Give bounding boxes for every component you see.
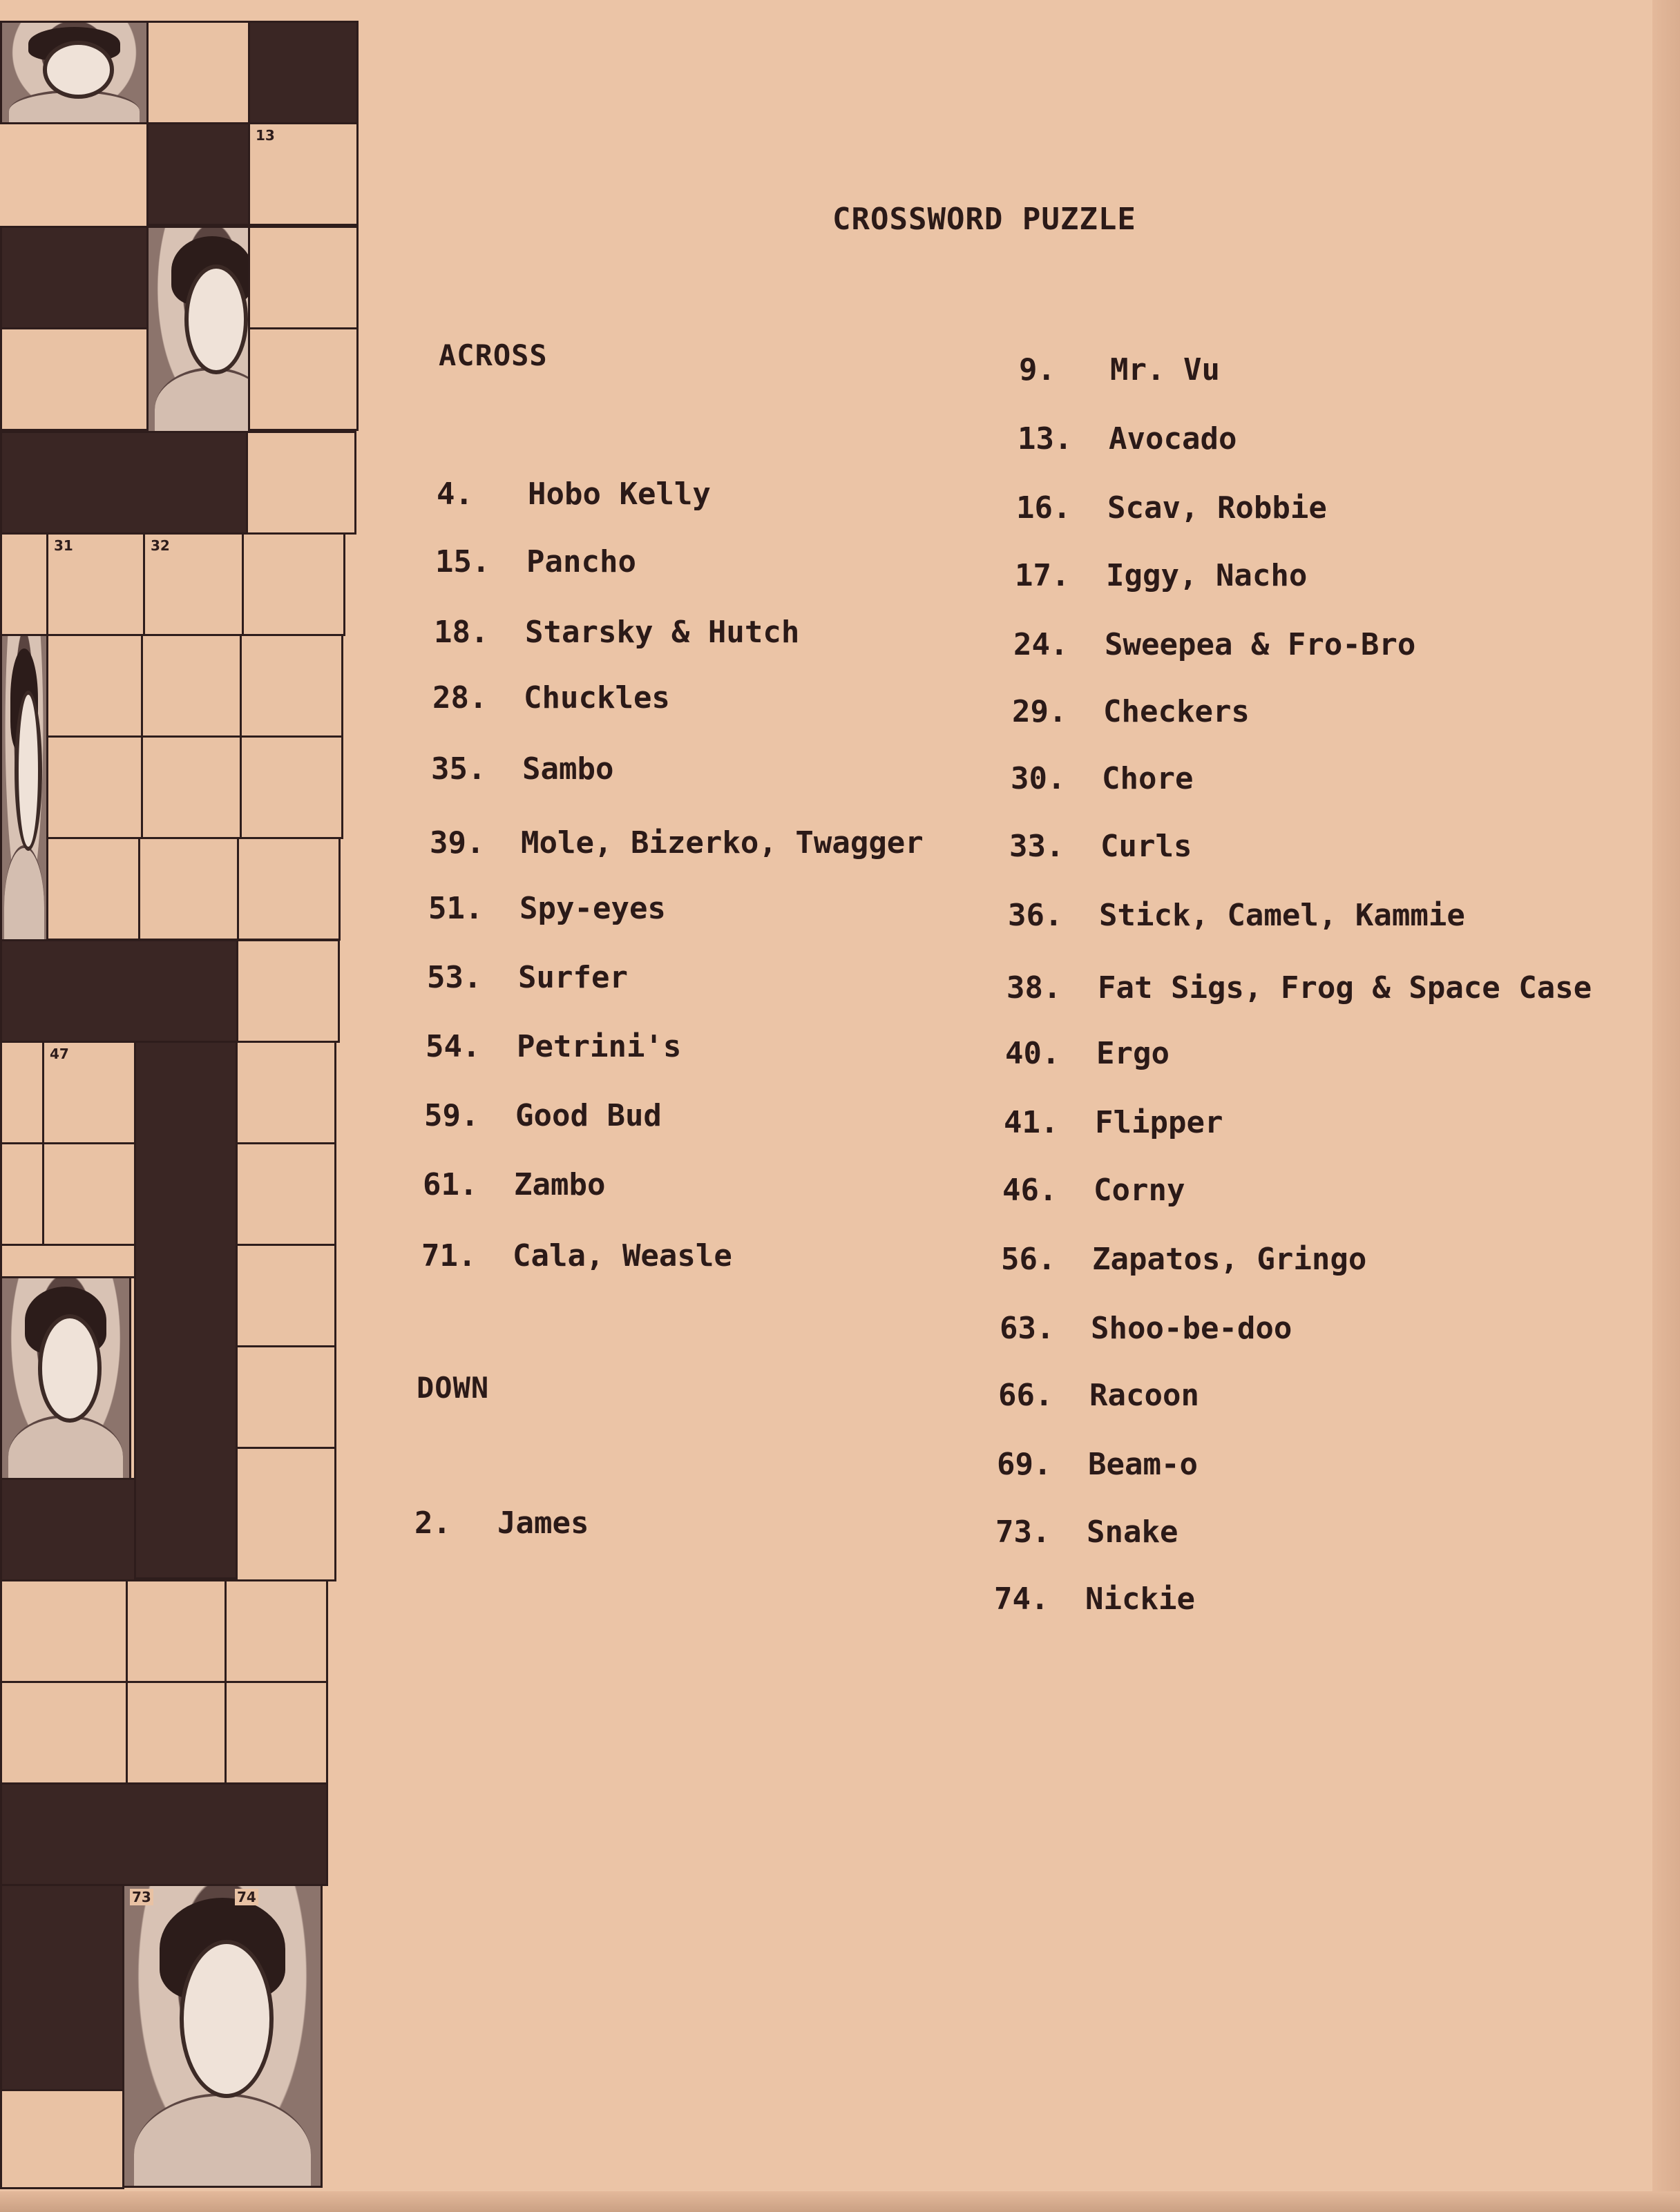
clue-answer: Surfer (518, 960, 628, 995)
down-clue (1019, 352, 1220, 387)
clue-number: 71. (421, 1238, 477, 1273)
grid-cell (0, 1142, 44, 1246)
clue-number: 36. (1008, 898, 1063, 933)
grid-cell (236, 1142, 336, 1246)
down-clue (1011, 761, 1193, 796)
clue-answer: Chore (1102, 761, 1194, 796)
cell-number: 47 (50, 1046, 69, 1062)
down-clue (1005, 1036, 1170, 1071)
clue-number: 63. (1000, 1311, 1055, 1346)
down-clue (1002, 1173, 1185, 1208)
grid-cell (240, 735, 343, 839)
across-clue (423, 1167, 605, 1202)
grid-cell (240, 634, 343, 738)
clue-answer: Starsky & Hutch (525, 615, 800, 650)
down-clue (1004, 1105, 1223, 1140)
clue-number: 39. (430, 825, 485, 860)
clue-number: 33. (1009, 829, 1065, 864)
clue-number: 35. (431, 751, 486, 787)
across-clue (421, 1238, 732, 1273)
clue-number: 73. (995, 1514, 1051, 1550)
black-cell (0, 1782, 328, 1886)
clue-number: 28. (432, 680, 488, 715)
down-heading: DOWN (417, 1371, 490, 1405)
grid-cell (0, 1244, 136, 1278)
across-clue (437, 477, 711, 512)
clue-answer: Hobo Kelly (528, 477, 711, 512)
down-clue (1001, 1242, 1366, 1277)
black-cell (0, 226, 149, 329)
cell-number: 31 (54, 537, 73, 554)
clue-answer: Cala, Weasle (513, 1238, 732, 1273)
grid-cell (225, 1681, 328, 1785)
clue-answer: Corny (1094, 1173, 1185, 1208)
clue-answer: Scav, Robbie (1107, 490, 1327, 526)
across-clue (424, 1098, 662, 1133)
grid-cell (126, 1681, 227, 1785)
down-clue (414, 1506, 589, 1541)
grid-cell (42, 1142, 136, 1246)
grid-cell (0, 1681, 128, 1785)
clue-answer: Racoon (1089, 1378, 1199, 1413)
student-photo (0, 634, 48, 941)
crossword-grid (0, 21, 359, 2196)
black-cell (0, 939, 238, 1043)
grid-cell (248, 327, 359, 431)
clue-answer: Nickie (1085, 1581, 1195, 1617)
grid-cell (236, 1244, 336, 1347)
clue-answer: Spy-eyes (519, 891, 666, 926)
clue-answer: Iggy, Nacho (1106, 558, 1308, 593)
clue-answer: Flipper (1095, 1105, 1223, 1140)
grid-cell (46, 735, 143, 839)
clue-number: 59. (424, 1098, 479, 1133)
clue-number: 41. (1004, 1105, 1059, 1140)
black-cell (0, 1884, 124, 2091)
clue-answer: Sweepea & Fro-Bro (1105, 627, 1416, 662)
down-clue (997, 1447, 1198, 1482)
grid-cell (126, 1579, 227, 1683)
clue-number: 61. (423, 1167, 478, 1202)
clue-number: 66. (998, 1378, 1053, 1413)
grid-cell (236, 1345, 336, 1449)
across-clue (426, 1029, 681, 1064)
cell-number: 73 (130, 1889, 153, 1905)
across-clue (430, 825, 924, 860)
clue-number: 9. (1019, 352, 1056, 387)
black-cell (146, 122, 250, 226)
clue-number: 16. (1016, 490, 1071, 526)
page-title: CROSSWORD PUZZLE (832, 202, 1136, 237)
across-clue (432, 680, 670, 715)
grid-cell (0, 1041, 44, 1144)
grid-cell (46, 532, 145, 636)
cell-number: 13 (256, 127, 275, 144)
clue-number: 17. (1015, 558, 1070, 593)
clue-number: 46. (1002, 1173, 1058, 1208)
clue-number: 24. (1013, 627, 1069, 662)
down-clue (994, 1581, 1195, 1617)
grid-cell (138, 837, 239, 941)
clue-number: 18. (434, 615, 489, 650)
clue-answer: Zapatos, Gringo (1092, 1242, 1367, 1277)
cell-number: 32 (151, 537, 170, 554)
grid-cell (248, 122, 359, 226)
student-photo (0, 1276, 131, 1480)
clue-answer: Petrini's (517, 1029, 682, 1064)
across-clue (434, 615, 799, 650)
grid-cell (236, 1041, 336, 1144)
clue-number: 15. (435, 544, 490, 579)
black-cell (0, 431, 248, 535)
student-photo (0, 21, 149, 124)
clue-answer: Good Bud (515, 1098, 662, 1133)
across-clue (427, 960, 628, 995)
down-clue (1018, 421, 1237, 456)
clue-number: 74. (994, 1581, 1049, 1617)
down-clue (1016, 490, 1327, 526)
grid-cell (236, 1447, 336, 1581)
cell-number: 74 (235, 1889, 258, 1905)
clue-number: 4. (437, 477, 473, 512)
across-clue (428, 891, 666, 926)
grid-cell (0, 327, 149, 431)
grid-cell (225, 1579, 328, 1683)
across-heading: ACROSS (439, 338, 548, 372)
clue-answer: Mole, Bizerko, Twagger (521, 825, 924, 860)
grid-cell (0, 1579, 128, 1683)
down-clue (1006, 970, 1592, 1006)
page-bottom-edge (0, 2191, 1680, 2212)
down-clue (1015, 558, 1307, 593)
clue-number: 53. (427, 960, 482, 995)
down-clue (1000, 1311, 1292, 1346)
clue-number: 13. (1018, 421, 1073, 456)
clue-answer: Checkers (1103, 694, 1250, 729)
clue-answer: Beam-o (1088, 1447, 1198, 1482)
clue-number: 38. (1006, 970, 1062, 1006)
grid-cell (143, 532, 244, 636)
clue-answer: Mr. Vu (1110, 352, 1220, 387)
grid-cell (46, 634, 143, 738)
student-photo (122, 1884, 323, 2188)
grid-cell (146, 21, 250, 124)
across-clue (435, 544, 636, 579)
clue-answer: Ergo (1096, 1036, 1170, 1071)
clue-answer: Shoo-be-doo (1091, 1311, 1292, 1346)
down-clue (1012, 694, 1250, 729)
grid-cell (46, 837, 140, 941)
clue-answer: Sambo (522, 751, 614, 787)
clue-answer: Stick, Camel, Kammie (1099, 898, 1465, 933)
grid-cell (248, 226, 359, 329)
grid-cell (237, 837, 341, 941)
clue-number: 54. (426, 1029, 481, 1064)
clue-number: 40. (1005, 1036, 1060, 1071)
clue-answer: Pancho (526, 544, 636, 579)
clue-answer: Zambo (514, 1167, 606, 1202)
black-cell (134, 1041, 238, 1579)
clue-number: 2. (414, 1506, 451, 1541)
clue-answer: Avocado (1109, 421, 1237, 456)
down-clue (998, 1378, 1199, 1413)
across-clue (431, 751, 613, 787)
grid-cell (0, 532, 48, 636)
black-cell (0, 1478, 136, 1581)
clue-number: 56. (1001, 1242, 1056, 1277)
grid-cell (246, 431, 356, 535)
grid-cell (42, 1041, 136, 1144)
grid-cell (242, 532, 345, 636)
grid-cell (141, 634, 242, 738)
clue-answer: Snake (1087, 1514, 1178, 1550)
clue-answer: Curls (1100, 829, 1192, 864)
page-edge (1652, 0, 1680, 2212)
clue-number: 51. (428, 891, 484, 926)
grid-cell (0, 2089, 124, 2189)
down-clue (1013, 627, 1415, 662)
clue-answer: Fat Sigs, Frog & Space Case (1098, 970, 1592, 1006)
clue-answer: Chuckles (524, 680, 670, 715)
grid-cell (141, 735, 242, 839)
down-clue (1009, 829, 1192, 864)
clue-answer: James (497, 1506, 589, 1541)
clue-number: 30. (1011, 761, 1066, 796)
grid-cell (236, 939, 340, 1043)
black-cell (248, 21, 359, 124)
clue-number: 69. (997, 1447, 1052, 1482)
down-clue (1008, 898, 1465, 933)
clue-number: 29. (1012, 694, 1067, 729)
down-clue (995, 1514, 1178, 1550)
